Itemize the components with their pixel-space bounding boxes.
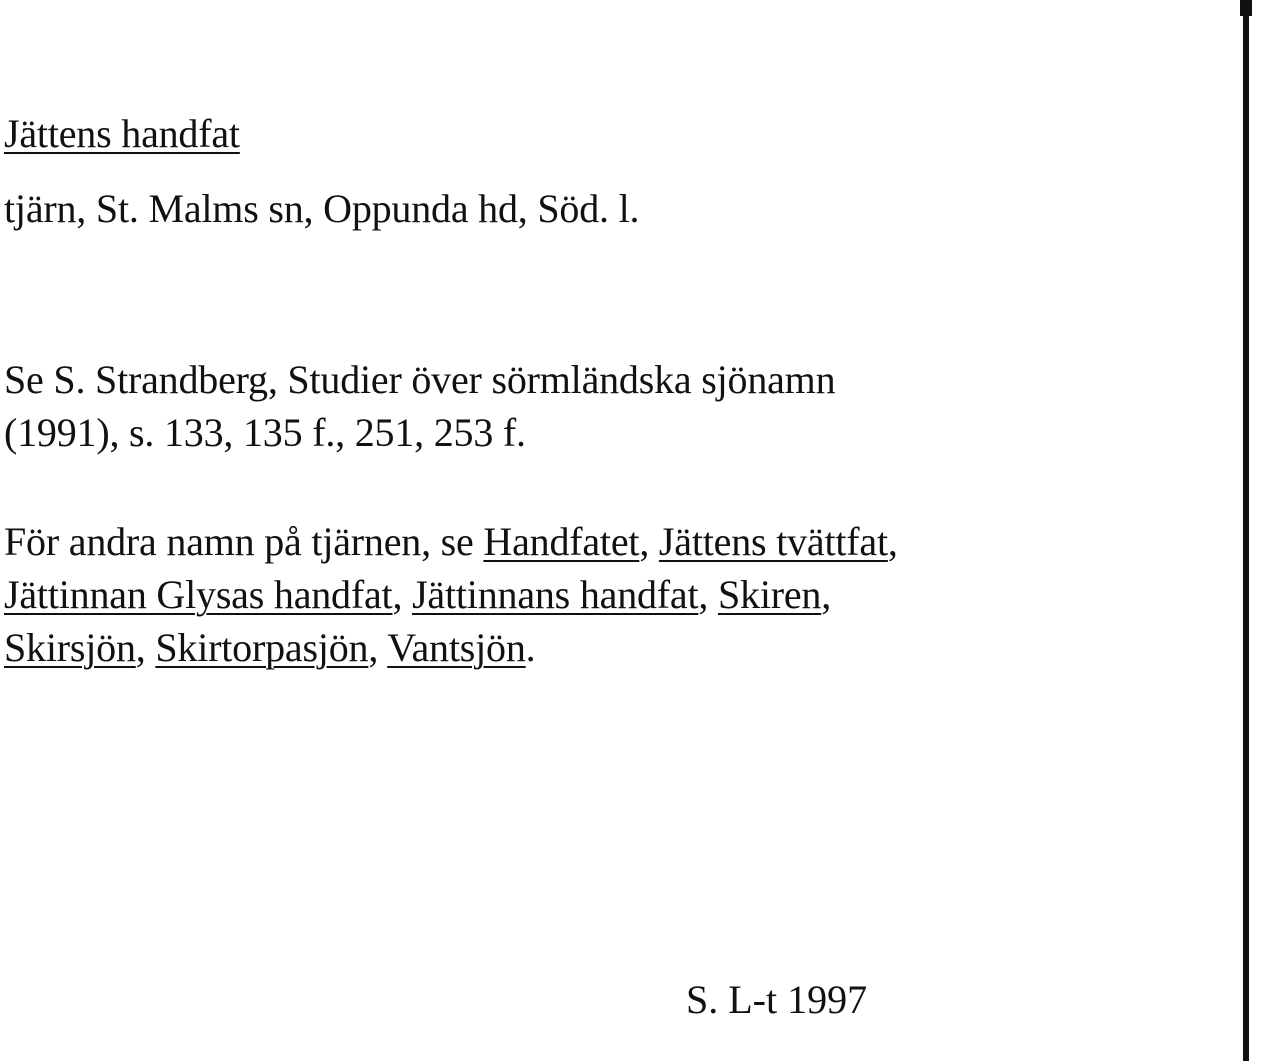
headword-line — [4, 108, 240, 160]
description: tjärn, St. Malms sn, Oppunda hd, Söd. l. — [4, 186, 640, 231]
alternatives-line-1: För andra namn på tjärnen, se Handfatet, Jättens tvättfat, — [4, 519, 898, 564]
reference-line-1: Se S. Strandberg, Studier över sörmländska sjönamn — [4, 357, 836, 402]
reference-line-2: (1991), s. 133, 135 f., 251, 253 f. — [4, 410, 526, 455]
alt-name-jattens-tvattfat: Jättens tvättfat — [658, 519, 888, 564]
card-edge-rule — [1243, 0, 1249, 1061]
alternatives-line-3: Skirsjön, Skirtorpasjön, Vantsjön. — [4, 625, 536, 670]
alternatives-intro: För andra namn på tjärnen, se — [4, 519, 484, 564]
alt-name-skirtorpasjon: Skirtorpasjön — [155, 625, 369, 670]
alt-name-skiren: Skiren — [718, 572, 822, 617]
headword: Jättens handfat — [4, 111, 240, 156]
alt-name-jattinnan-glysas-handfat: Jättinnan Glysas handfat — [4, 572, 393, 617]
alt-name-handfatet: Handfatet — [483, 519, 640, 564]
alternatives-line-2: Jättinnan Glysas handfat, Jättinnans handfat, Skiren, — [4, 572, 832, 617]
alt-name-jattinnans-handfat: Jättinnans handfat — [412, 572, 699, 617]
alt-name-vantsjon: Vantsjön — [387, 625, 526, 670]
alt-name-skirsjon: Skirsjön — [4, 625, 136, 670]
signature: S. L-t 1997 — [686, 977, 868, 1022]
